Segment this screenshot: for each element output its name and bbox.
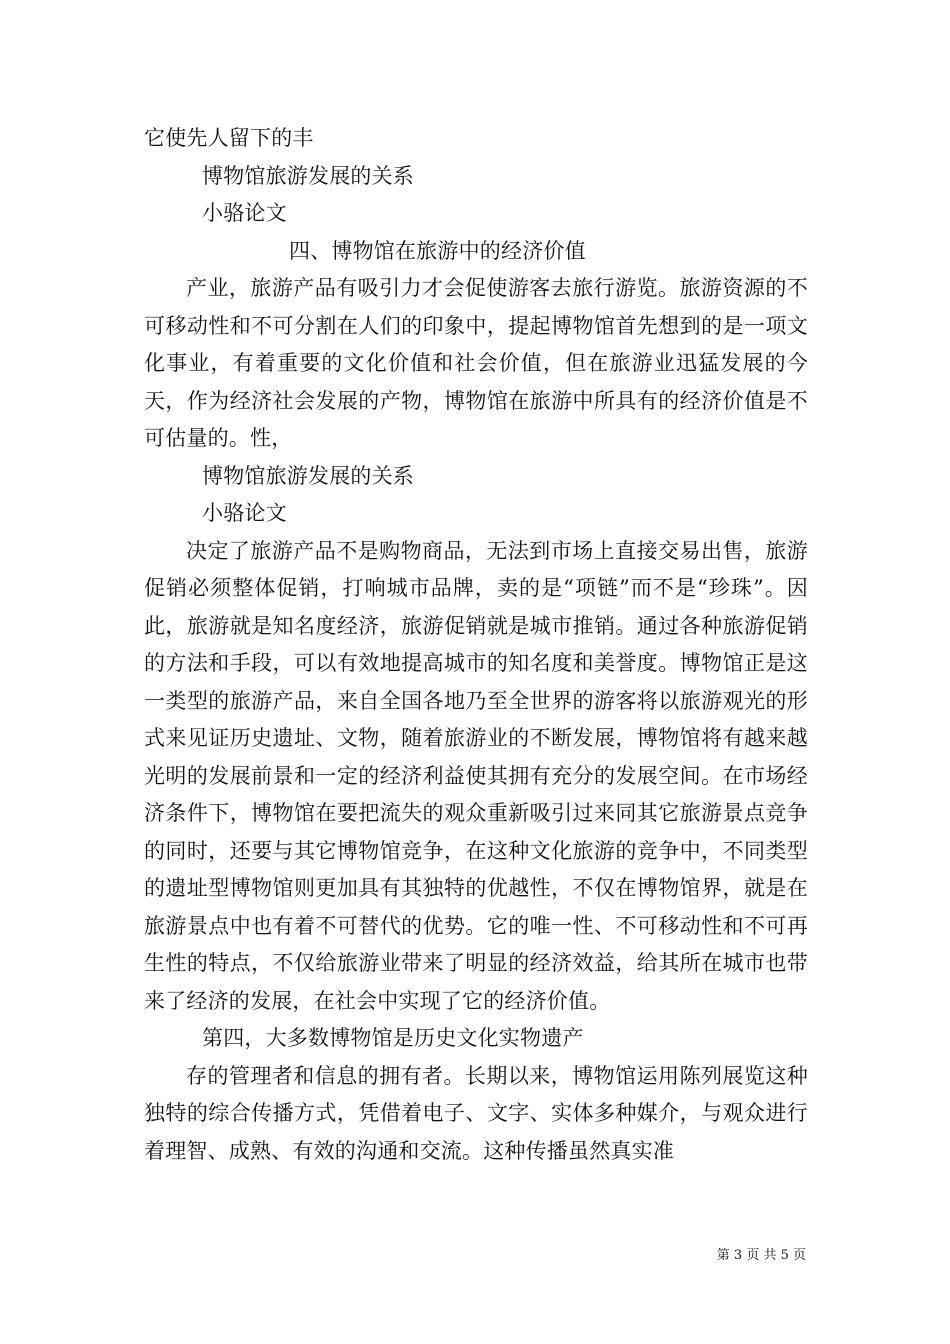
document-body [144, 120, 808, 1170]
text-line-source-repeat: 小骆论文 [202, 501, 287, 525]
text-line-fragment: 它使先人留下的丰 [144, 126, 314, 150]
paragraph-economic-value: 产业，旅游产品有吸引力才会促使游客去旅行游览。旅游资源的不可移动性和不可分割在人们的印象中，提起博物馆首先想到的是一项文化事业，有着重要的文化价值和社会价值，但在旅游业迅猛发展的今天，作为经济社会发展的产物，博物馆在旅游中所具有的经济价值是不可估量的。性， [144, 276, 808, 450]
text-line-fourth-point: 第四，大多数博物馆是历史文化实物遗产 [202, 1026, 584, 1050]
section-heading: 四、博物馆在旅游中的经济价值 [289, 238, 586, 263]
page-number-footer: 第 3 页 共 5 页 [716, 1248, 806, 1263]
paragraph-tourism-promotion: 决定了旅游产品不是购物商品，无法到市场上直接交易出售，旅游促销必须整体促销，打响城市品牌，卖的是“项链”而不是“珍珠”。因此，旅游就是知名度经济，旅游促销就是城市推销。通过各种旅游促销的方法和手段，可以有效地提高城市的知名度和美誉度。博物馆正是这一类型的旅游产品，来自全国各地乃至全世界的游客将以旅游观光的形式来见证历史遗址、文物，随着旅游业的不断发展，博物馆将有越来越光明的发展前景和一定的经济利益使其拥有充分的发展空间。在市场经济条件下，博物馆在要把流失的观众重新吸引过来同其它旅游景点竞争的同时，还要与其它博物馆竞争，在这种文化旅游的竞争中，不同类型的遗址型博物馆则更加具有其独特的优越性，不仅在博物馆界，就是在旅游景点中也有着不可替代的优势。它的唯一性、不可移动性和不可再生性的特点，不仅给旅游业带来了明显的经济效益，给其所在城市也带来了经济的发展，在社会中实现了它的经济价值。 [144, 538, 808, 1013]
text-line-section-title: 博物馆旅游发展的关系 [202, 163, 414, 188]
text-line-source: 小骆论文 [202, 201, 287, 225]
paragraph-heritage-management: 存的管理者和信息的拥有者。长期以来，博物馆运用陈列展览这种独特的综合传播方式，凭借着电子、文字、实体多种媒介，与观众进行着理智、成熟、有效的沟通和交流。这种传播虽然真实准 [144, 1063, 808, 1163]
text-line-section-title-repeat: 博物馆旅游发展的关系 [202, 463, 414, 488]
